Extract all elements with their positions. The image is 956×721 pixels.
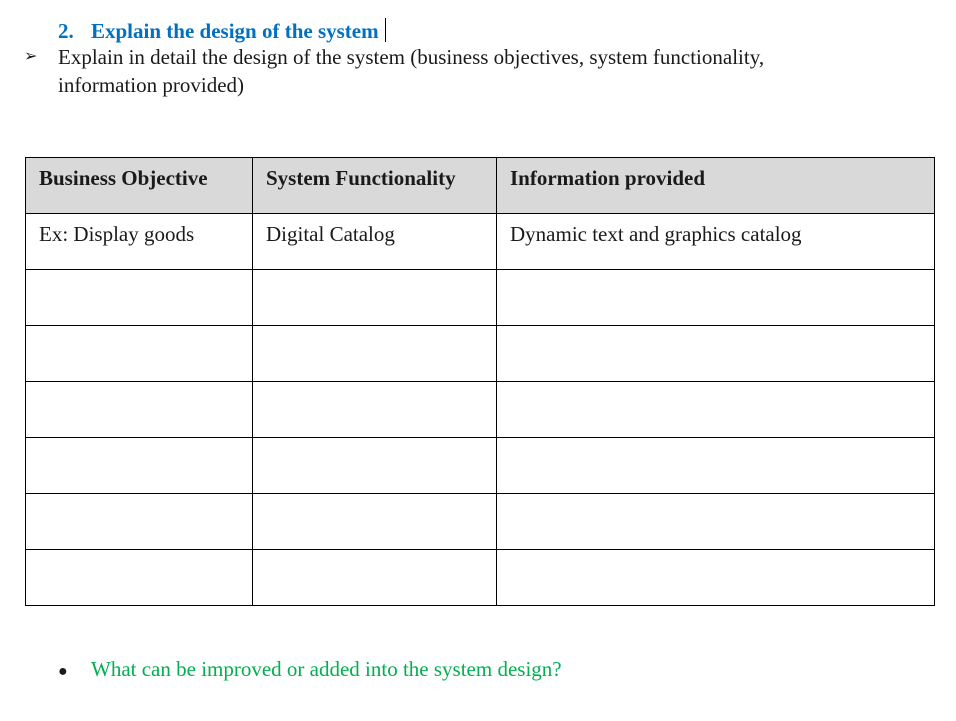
table-cell[interactable]: Ex: Display goods [26,214,253,270]
section-title: Explain the design of the system [91,19,379,43]
table-cell[interactable] [253,382,497,438]
table-row [26,214,935,270]
text-cursor [385,18,386,42]
table-cell[interactable]: Dynamic text and graphics catalog [497,214,935,270]
question-text: What can be improved or added into the system design? [91,657,562,681]
table-header-row [26,158,935,214]
table-cell[interactable] [253,550,497,606]
table-cell[interactable] [26,550,253,606]
table-cell[interactable] [497,382,935,438]
table-row [26,382,935,438]
table-row [26,550,935,606]
table-cell[interactable] [497,550,935,606]
table-cell[interactable] [26,326,253,382]
round-bullet-icon: ● [58,663,68,680]
table-cell[interactable] [253,270,497,326]
improvement-question [58,655,562,686]
table-cell[interactable] [497,494,935,550]
table-cell[interactable] [497,326,935,382]
header-information-provided: Information provided [497,158,935,214]
table-cell[interactable] [253,438,497,494]
table-cell[interactable] [253,494,497,550]
table-row [26,494,935,550]
table-cell[interactable] [497,270,935,326]
header-system-functionality: System Functionality [253,158,497,214]
instruction-text: Explain in detail the design of the system (business objectives, system functionality, information provided) [58,45,765,97]
section-heading [58,17,386,45]
table-row [26,326,935,382]
table-cell[interactable] [26,270,253,326]
arrow-bullet-icon: ➢ [24,48,38,65]
instruction-paragraph [24,43,924,99]
table-cell[interactable] [26,382,253,438]
table-cell[interactable] [26,438,253,494]
design-table [25,157,935,606]
table-cell[interactable] [497,438,935,494]
table-row [26,270,935,326]
table-cell[interactable] [253,326,497,382]
table-row [26,438,935,494]
section-number: 2. [58,19,74,43]
table-cell[interactable] [26,494,253,550]
header-business-objective: Business Objective [26,158,253,214]
table-cell[interactable]: Digital Catalog [253,214,497,270]
